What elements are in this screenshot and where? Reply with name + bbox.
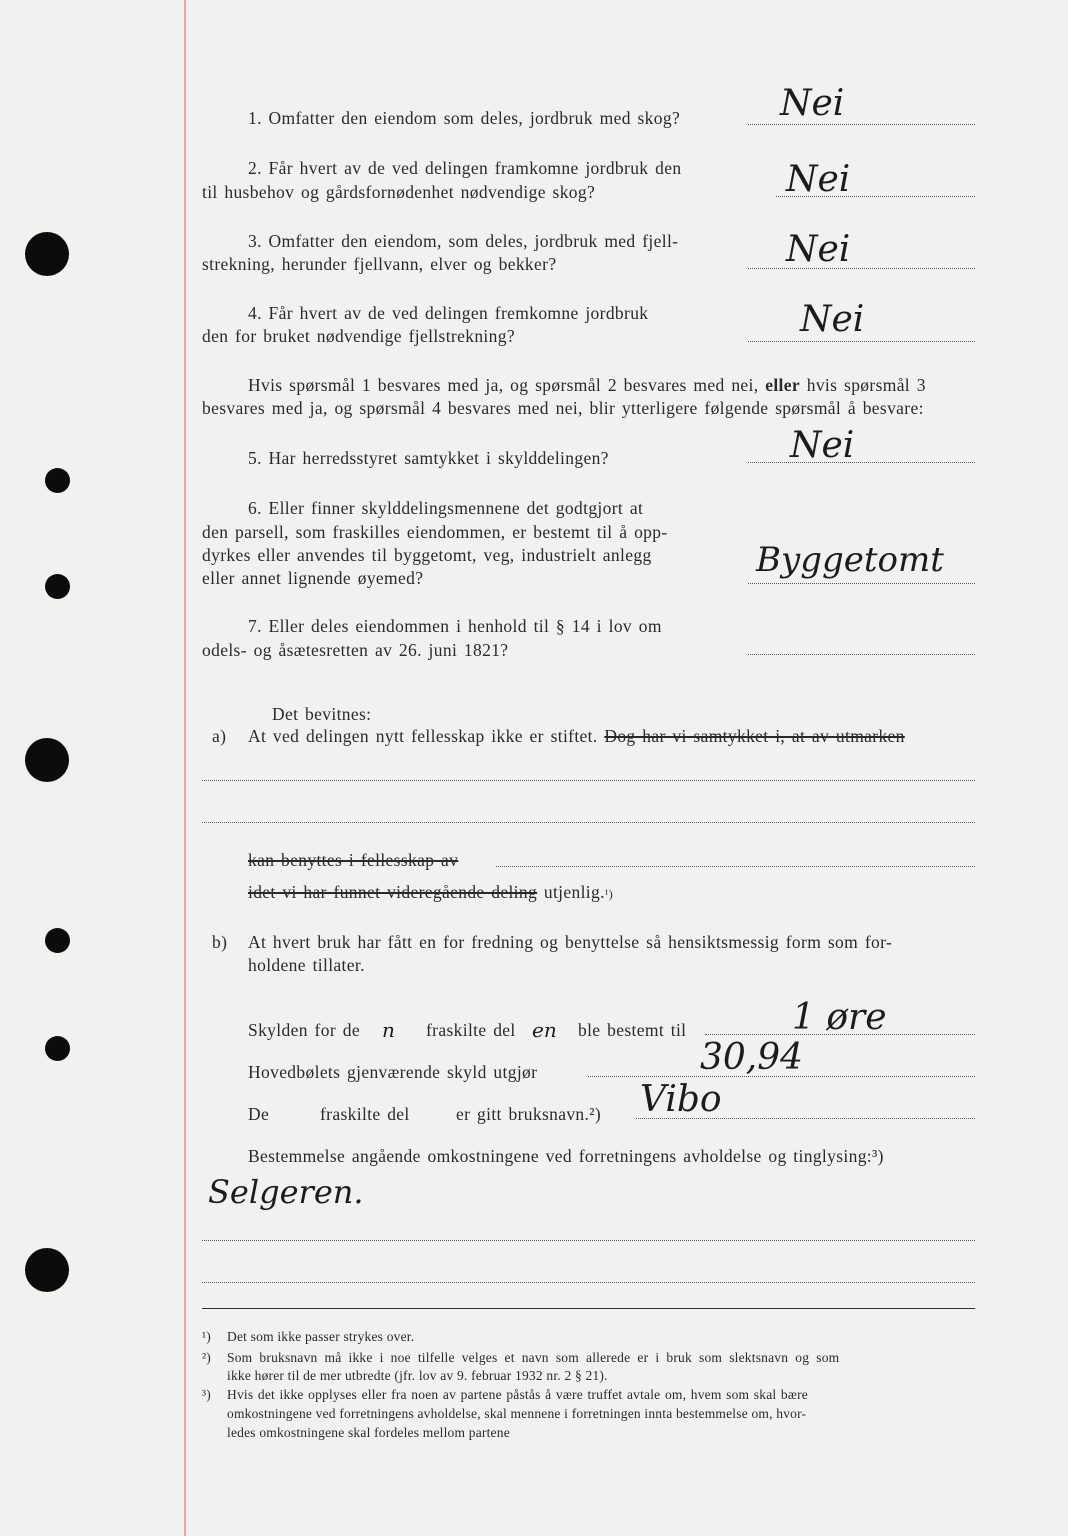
intro-line-1-start: Hvis spørsmål 1 besvares med ja, og spørsmål 2 besvares med nei, [248,375,759,395]
blank-line-a1 [202,780,975,781]
footnote-3-line-2: omkostningene ved forretningens avholdelse, skal mennene i forretningen innta bestemmelse om, hvor- [227,1406,807,1421]
answer-line-4 [748,341,975,342]
footnote-2-line-1: Som bruksnavn må ikke i noe tilfelle velges et navn som allerede er i bruk som slektsnavn og som [227,1350,840,1365]
punch-hole [25,738,69,782]
question-3-line-2: strekning, herunder fjellvann, elver og bekker? [202,254,557,274]
struck-line-fellesskap: kan benyttes i fellesskap av [248,850,459,870]
answer-line-6 [748,583,975,584]
question-5-text: 5. Har herredsstyret samtykket i skylddelingen? [248,448,609,468]
hoved-answer-handwritten: 30,94 [700,1037,804,1078]
question-7-line-1: 7. Eller deles eiendommen i henhold til § 14 i lov om [248,616,662,636]
punch-hole [45,1036,70,1061]
intro-line-2: besvares med ja, og spørsmål 4 besvares med nei, blir ytterligere følgende spørsmål å besvare: [202,398,924,418]
punch-hole [45,574,70,599]
blank-line-a2 [202,822,975,823]
bevitnes-b-line-1: At hvert bruk har fått en for fredning og benyttelse så hensiktsmessig form som for- [248,932,893,952]
punch-hole [25,232,69,276]
answer-2-handwritten: Nei [786,159,851,200]
question-4-line-1: 4. Får hvert av de ved delingen fremkomne jordbruk [248,303,649,323]
blank-line-fellesskap [496,866,975,867]
answer-6-handwritten: Byggetomt [756,540,944,580]
question-6-line-2: den parsell, som fraskilles eiendommen, er bestemt til å opp- [202,522,668,542]
question-6-line-3: dyrkes eller anvendes til byggetomt, veg, industrielt anlegg [202,545,652,565]
question-4-line-2: den for bruket nødvendige fjellstrekning? [202,326,515,346]
skyld-handwritten-en: en [532,1018,557,1042]
question-2-line-1: 2. Får hvert av de ved delingen framkomne jordbruk den [248,158,682,178]
question-1-text: 1. Omfatter den eiendom som deles, jordbruk med skog? [248,108,681,128]
question-6-line-4: eller annet lignende øyemed? [202,568,424,588]
blank-line-omk-1 [202,1240,975,1241]
skyld-handwritten-n: n [382,1018,395,1042]
bruksnavn-label-rest: fraskilte del [320,1104,410,1124]
punch-hole [45,928,70,953]
bevitnes-b-line-2: holdene tillater. [248,955,365,975]
punch-hole [25,1248,69,1292]
skyld-label-c: ble bestemt til [578,1020,687,1040]
utjenlig-text: utjenlig. [543,882,605,902]
skyld-label-a: Skylden for de [248,1020,360,1040]
footnote-2-mark: ²) [202,1350,211,1365]
answer-3-handwritten: Nei [786,229,851,270]
omkostninger-label: Bestemmelse angående omkostningene ved forretningens avholdelse og tinglysing:³) [248,1146,884,1166]
skyld-answer-handwritten: 1 øre [792,997,887,1038]
footnote-separator [202,1308,975,1309]
bevitnes-a-text: At ved delingen nytt fellesskap ikke er stiftet. [248,726,598,746]
skyld-label-b: fraskilte del [426,1020,516,1040]
bevitnes-a-line [248,724,905,748]
bevitnes-a-label: a) [212,726,227,746]
intro-line-1 [248,373,926,397]
hoved-label: Hovedbølets gjenværende skyld utgjør [248,1062,538,1082]
bevitnes-heading: Det bevitnes: [272,704,372,724]
question-7-line-2: odels- og åsætesretten av 26. juni 1821? [202,640,509,660]
intro-line-1-end: hvis spørsmål 3 [806,375,926,395]
answer-line-3 [748,268,975,269]
footnote-ref-1: ¹) [604,887,614,901]
footnote-1-mark: ¹) [202,1329,211,1344]
intro-bold-eller: eller [765,375,800,395]
answer-1-handwritten: Nei [780,83,845,124]
question-3-line-1: 3. Omfatter den eiendom, som deles, jordbruk med fjell- [248,231,679,251]
answer-line-1 [748,124,975,125]
answer-4-handwritten: Nei [800,299,865,340]
struck-line-deling [248,880,613,906]
bruksnavn-label-end: er gitt bruksnavn.²) [456,1104,602,1124]
question-2-line-2: til husbehov og gårdsfornødenhet nødvendige skog? [202,182,596,202]
footnote-3-line-3: ledes omkostningene skal fordeles mellom partene [227,1425,510,1440]
struck-text-deling: idet vi har funnet videregående deling [248,882,538,902]
omkostninger-answer-handwritten: Selgeren. [208,1173,364,1211]
bevitnes-b-label: b) [212,932,228,952]
answer-line-7 [748,654,975,655]
footnote-3-mark: ³) [202,1387,211,1402]
footnote-3-line-1: Hvis det ikke opplyses eller fra noen av partene påstås å være truffet avtale om, hvem som skal bære [227,1387,808,1402]
question-6-line-1: 6. Eller finner skylddelingsmennene det godtgjort at [248,498,644,518]
bruksnavn-answer-handwritten: Vibo [640,1079,722,1120]
punch-hole [45,468,70,493]
bevitnes-a-struck-text: Dog har vi samtykket i, at av utmarken [604,726,905,746]
answer-line-5 [748,462,975,463]
answer-5-handwritten: Nei [790,425,855,466]
blank-line-omk-2 [202,1282,975,1283]
red-margin-line [184,0,186,1536]
footnote-2-line-2: ikke hører til de mer utbredte (jfr. lov av 9. februar 1932 nr. 2 § 21). [227,1368,608,1383]
footnote-1-text: Det som ikke passer strykes over. [227,1329,415,1344]
bruksnavn-label-de: De [248,1104,270,1124]
